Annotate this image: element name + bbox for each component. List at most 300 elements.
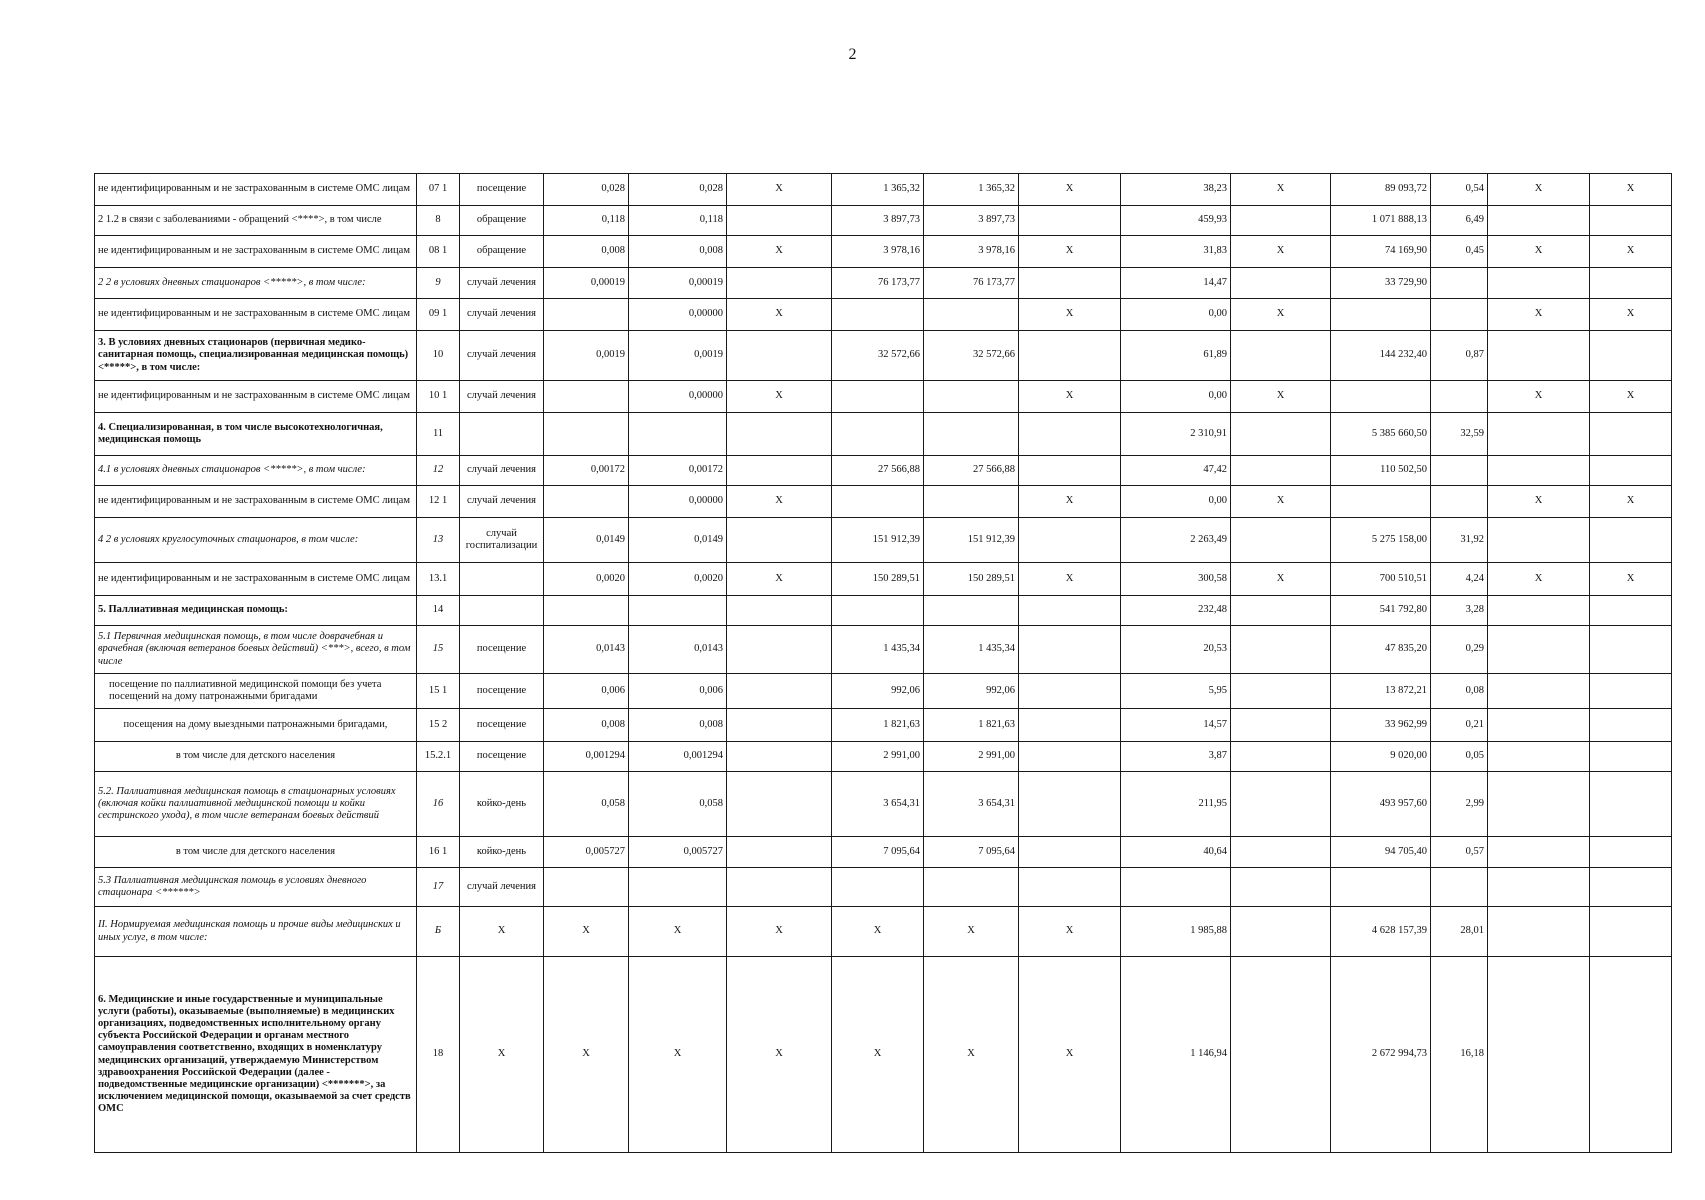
cell-v8 (1231, 413, 1331, 456)
cell-v7: 38,23 (1121, 174, 1231, 206)
cell-v9: 2 672 994,73 (1331, 957, 1431, 1153)
cell-v4: 1 435,34 (832, 626, 924, 674)
cell-v10 (1431, 486, 1488, 518)
cell-v4: 150 289,51 (832, 563, 924, 596)
cell-v12 (1590, 626, 1672, 674)
cell-v12 (1590, 413, 1672, 456)
cell-v1: 0,0020 (544, 563, 629, 596)
row-name: 4. Специализированная, в том числе высокотехнологичная, медицинская помощь (95, 413, 417, 456)
cell-v5: X (924, 957, 1019, 1153)
cell-v4: 3 978,16 (832, 236, 924, 268)
cell-v11: X (1488, 486, 1590, 518)
cell-v10: 16,18 (1431, 957, 1488, 1153)
cell-v11 (1488, 518, 1590, 563)
cell-v6 (1019, 518, 1121, 563)
cell-v9: 13 872,21 (1331, 674, 1431, 709)
cell-v7: 31,83 (1121, 236, 1231, 268)
cell-v12 (1590, 674, 1672, 709)
cell-v3 (727, 206, 832, 236)
cell-v1 (544, 596, 629, 626)
cell-v2: X (629, 907, 727, 957)
table-row (95, 174, 1672, 206)
cell-v11 (1488, 709, 1590, 742)
cell-v5: 27 566,88 (924, 456, 1019, 486)
cell-v2: 0,0019 (629, 331, 727, 381)
cell-v10: 28,01 (1431, 907, 1488, 957)
cell-v6 (1019, 413, 1121, 456)
table-row (95, 331, 1672, 381)
cell-v8 (1231, 518, 1331, 563)
cell-v1 (544, 381, 629, 413)
row-code: 10 (417, 331, 460, 381)
cell-v5: 151 912,39 (924, 518, 1019, 563)
cell-v6 (1019, 772, 1121, 837)
cell-v5: X (924, 907, 1019, 957)
cell-v8 (1231, 674, 1331, 709)
cell-v2: 0,008 (629, 236, 727, 268)
row-name: II. Нормируемая медицинская помощь и прочие виды медицинских и иных услуг, в том числе: (95, 907, 417, 957)
cell-v2 (629, 868, 727, 907)
cell-v9: 9 020,00 (1331, 742, 1431, 772)
cell-v3: X (727, 563, 832, 596)
cell-v9: 33 729,90 (1331, 268, 1431, 299)
page-number: 2 (848, 46, 857, 63)
cell-v9 (1331, 299, 1431, 331)
cell-v4 (832, 413, 924, 456)
cell-v4 (832, 299, 924, 331)
row-unit: случай лечения (460, 331, 544, 381)
table-row (95, 486, 1672, 518)
cell-v12 (1590, 518, 1672, 563)
table-row (95, 563, 1672, 596)
cell-v1: X (544, 907, 629, 957)
row-name: не идентифицированным и не застрахованным в системе ОМС лицам (95, 299, 417, 331)
cell-v8 (1231, 626, 1331, 674)
cell-v12 (1590, 206, 1672, 236)
row-code: 8 (417, 206, 460, 236)
cell-v12: X (1590, 486, 1672, 518)
cell-v4: 3 654,31 (832, 772, 924, 837)
cell-v1: 0,00172 (544, 456, 629, 486)
row-name: 4 2 в условиях круглосуточных стационаров, в том числе: (95, 518, 417, 563)
cell-v10: 32,59 (1431, 413, 1488, 456)
cell-v2: 0,00000 (629, 486, 727, 518)
table-row (95, 456, 1672, 486)
cell-v6 (1019, 709, 1121, 742)
cell-v1: 0,005727 (544, 837, 629, 868)
row-name: не идентифицированным и не застрахованным в системе ОМС лицам (95, 563, 417, 596)
cell-v11: X (1488, 381, 1590, 413)
cell-v3 (727, 742, 832, 772)
cell-v10: 0,87 (1431, 331, 1488, 381)
cell-v9 (1331, 486, 1431, 518)
cell-v4: 76 173,77 (832, 268, 924, 299)
cell-v4: X (832, 957, 924, 1153)
row-unit: случай лечения (460, 268, 544, 299)
cell-v9: 5 275 158,00 (1331, 518, 1431, 563)
cell-v11 (1488, 456, 1590, 486)
cell-v1 (544, 413, 629, 456)
cell-v6 (1019, 626, 1121, 674)
row-code: 13 (417, 518, 460, 563)
cell-v5: 7 095,64 (924, 837, 1019, 868)
row-code: 16 (417, 772, 460, 837)
cell-v6: X (1019, 381, 1121, 413)
cell-v12 (1590, 709, 1672, 742)
cell-v4: 151 912,39 (832, 518, 924, 563)
row-name: 5.1 Первичная медицинская помощь, в том числе доврачебная и врачебная (включая ветеранов боевых действий) <***>, всего, в том числе (95, 626, 417, 674)
cell-v4: 1 365,32 (832, 174, 924, 206)
row-unit: случай лечения (460, 299, 544, 331)
cell-v2: 0,006 (629, 674, 727, 709)
cell-v11 (1488, 596, 1590, 626)
cell-v6 (1019, 331, 1121, 381)
cell-v7: 61,89 (1121, 331, 1231, 381)
table-row (95, 868, 1672, 907)
row-code: 14 (417, 596, 460, 626)
cell-v2: 0,058 (629, 772, 727, 837)
cell-v4: 32 572,66 (832, 331, 924, 381)
cell-v1: 0,0143 (544, 626, 629, 674)
cell-v2: 0,005727 (629, 837, 727, 868)
cell-v3 (727, 772, 832, 837)
cell-v12: X (1590, 299, 1672, 331)
table-row (95, 299, 1672, 331)
cell-v8 (1231, 331, 1331, 381)
cell-v3 (727, 518, 832, 563)
cell-v10: 0,54 (1431, 174, 1488, 206)
cell-v9: 4 628 157,39 (1331, 907, 1431, 957)
cell-v9: 541 792,80 (1331, 596, 1431, 626)
row-name: 5. Паллиативная медицинская помощь: (95, 596, 417, 626)
cell-v7: 1 985,88 (1121, 907, 1231, 957)
cell-v7: 5,95 (1121, 674, 1231, 709)
cell-v11: X (1488, 236, 1590, 268)
cell-v12 (1590, 837, 1672, 868)
cell-v11 (1488, 626, 1590, 674)
table-row (95, 674, 1672, 709)
cell-v1: 0,006 (544, 674, 629, 709)
cell-v5 (924, 596, 1019, 626)
row-code: 11 (417, 413, 460, 456)
cell-v1: 0,0149 (544, 518, 629, 563)
cell-v3 (727, 413, 832, 456)
cell-v10 (1431, 456, 1488, 486)
cell-v8: X (1231, 299, 1331, 331)
cell-v4: 2 991,00 (832, 742, 924, 772)
cell-v7 (1121, 868, 1231, 907)
row-name: не идентифицированным и не застрахованным в системе ОМС лицам (95, 236, 417, 268)
cell-v12 (1590, 957, 1672, 1153)
cell-v3 (727, 868, 832, 907)
cell-v4 (832, 381, 924, 413)
cell-v5: 1 821,63 (924, 709, 1019, 742)
row-unit (460, 596, 544, 626)
cell-v9: 700 510,51 (1331, 563, 1431, 596)
cell-v7: 2 310,91 (1121, 413, 1231, 456)
row-name: 2 1.2 в связи с заболеваниями - обращений <****>, в том числе (95, 206, 417, 236)
cell-v1: 0,058 (544, 772, 629, 837)
cell-v11 (1488, 206, 1590, 236)
cell-v6: X (1019, 174, 1121, 206)
cell-v9: 5 385 660,50 (1331, 413, 1431, 456)
cell-v4: X (832, 907, 924, 957)
cell-v1: 0,118 (544, 206, 629, 236)
cell-v5 (924, 381, 1019, 413)
cell-v8 (1231, 742, 1331, 772)
cell-v2: 0,0149 (629, 518, 727, 563)
cell-v12 (1590, 772, 1672, 837)
table-row (95, 837, 1672, 868)
cell-v4 (832, 868, 924, 907)
row-code: 13.1 (417, 563, 460, 596)
cell-v5: 2 991,00 (924, 742, 1019, 772)
cell-v2: 0,0020 (629, 563, 727, 596)
cell-v7: 300,58 (1121, 563, 1231, 596)
row-unit (460, 563, 544, 596)
cell-v10: 0,21 (1431, 709, 1488, 742)
row-name: 4.1 в условиях дневных стационаров <*****>, в том числе: (95, 456, 417, 486)
row-name: в том числе для детского населения (95, 742, 417, 772)
row-code: 17 (417, 868, 460, 907)
cell-v8 (1231, 709, 1331, 742)
cell-v6 (1019, 674, 1121, 709)
cell-v11: X (1488, 174, 1590, 206)
cell-v7: 459,93 (1121, 206, 1231, 236)
cell-v5: 3 654,31 (924, 772, 1019, 837)
cell-v1: 0,028 (544, 174, 629, 206)
cell-v9: 110 502,50 (1331, 456, 1431, 486)
row-unit: X (460, 907, 544, 957)
cell-v9 (1331, 381, 1431, 413)
table-row (95, 206, 1672, 236)
cell-v7: 47,42 (1121, 456, 1231, 486)
cell-v10: 3,28 (1431, 596, 1488, 626)
cell-v2: 0,001294 (629, 742, 727, 772)
row-code: 15 (417, 626, 460, 674)
table-row (95, 772, 1672, 837)
table-row (95, 518, 1672, 563)
cell-v8: X (1231, 563, 1331, 596)
cell-v1: 0,0019 (544, 331, 629, 381)
cell-v7: 211,95 (1121, 772, 1231, 837)
cell-v5: 992,06 (924, 674, 1019, 709)
cell-v12 (1590, 331, 1672, 381)
table-row (95, 907, 1672, 957)
cell-v10 (1431, 381, 1488, 413)
cell-v11 (1488, 268, 1590, 299)
table-row (95, 381, 1672, 413)
row-unit: X (460, 957, 544, 1153)
cell-v3 (727, 709, 832, 742)
table-row (95, 626, 1672, 674)
cell-v3: X (727, 299, 832, 331)
row-name: 3. В условиях дневных стационаров (первичная медико-санитарная помощь, специализированная медицинская помощь) <*****>, в том числе: (95, 331, 417, 381)
cell-v6: X (1019, 299, 1121, 331)
table-row (95, 957, 1672, 1153)
row-name: 5.2. Паллиативная медицинская помощь в стационарных условиях (включая койки паллиативной медицинской помощи и койки сестринского ухода), в том числе ветеранам боевых действий (95, 772, 417, 837)
cell-v11: X (1488, 563, 1590, 596)
cell-v2 (629, 413, 727, 456)
cell-v11 (1488, 674, 1590, 709)
cell-v11 (1488, 772, 1590, 837)
cell-v4: 27 566,88 (832, 456, 924, 486)
cell-v5 (924, 299, 1019, 331)
cell-v12 (1590, 456, 1672, 486)
cell-v9: 47 835,20 (1331, 626, 1431, 674)
cell-v3: X (727, 174, 832, 206)
cell-v9: 493 957,60 (1331, 772, 1431, 837)
cell-v4 (832, 596, 924, 626)
row-name: посещение по паллиативной медицинской помощи без учета посещений на дому патронажными бригадами (95, 674, 417, 709)
row-code: 16 1 (417, 837, 460, 868)
row-code: 12 1 (417, 486, 460, 518)
row-name: 2 2 в условиях дневных стационаров <*****>, в том числе: (95, 268, 417, 299)
table-row (95, 709, 1672, 742)
cell-v10 (1431, 868, 1488, 907)
cell-v12 (1590, 268, 1672, 299)
cell-v1: 0,001294 (544, 742, 629, 772)
cell-v11: X (1488, 299, 1590, 331)
cell-v8 (1231, 837, 1331, 868)
row-code: 08 1 (417, 236, 460, 268)
row-code: Б (417, 907, 460, 957)
row-name: 5.3 Паллиативная медицинская помощь в условиях дневного стационара <******> (95, 868, 417, 907)
cell-v4 (832, 486, 924, 518)
cell-v2: 0,00172 (629, 456, 727, 486)
cell-v3: X (727, 236, 832, 268)
cell-v2: X (629, 957, 727, 1153)
cell-v6: X (1019, 957, 1121, 1153)
cell-v12 (1590, 596, 1672, 626)
row-unit: случай лечения (460, 868, 544, 907)
cell-v11 (1488, 907, 1590, 957)
cell-v8 (1231, 456, 1331, 486)
row-unit: посещение (460, 174, 544, 206)
cell-v12 (1590, 907, 1672, 957)
cell-v11 (1488, 868, 1590, 907)
cell-v5: 3 897,73 (924, 206, 1019, 236)
medical-care-table (94, 173, 1672, 1153)
row-unit: посещение (460, 626, 544, 674)
cell-v8 (1231, 907, 1331, 957)
row-unit: посещение (460, 674, 544, 709)
cell-v5 (924, 868, 1019, 907)
cell-v5: 150 289,51 (924, 563, 1019, 596)
cell-v10: 31,92 (1431, 518, 1488, 563)
cell-v3 (727, 674, 832, 709)
cell-v7: 232,48 (1121, 596, 1231, 626)
cell-v11 (1488, 413, 1590, 456)
cell-v2: 0,028 (629, 174, 727, 206)
cell-v6 (1019, 742, 1121, 772)
row-unit: случай лечения (460, 381, 544, 413)
cell-v7: 14,57 (1121, 709, 1231, 742)
cell-v1 (544, 486, 629, 518)
cell-v4: 1 821,63 (832, 709, 924, 742)
row-name: не идентифицированным и не застрахованным в системе ОМС лицам (95, 486, 417, 518)
row-code: 10 1 (417, 381, 460, 413)
cell-v3: X (727, 381, 832, 413)
cell-v3 (727, 596, 832, 626)
row-unit (460, 413, 544, 456)
row-code: 15 1 (417, 674, 460, 709)
cell-v8 (1231, 772, 1331, 837)
cell-v12: X (1590, 563, 1672, 596)
cell-v2: 0,0143 (629, 626, 727, 674)
cell-v10: 0,45 (1431, 236, 1488, 268)
table-row (95, 268, 1672, 299)
row-unit: обращение (460, 236, 544, 268)
cell-v1: X (544, 957, 629, 1153)
cell-v10: 0,05 (1431, 742, 1488, 772)
cell-v3 (727, 837, 832, 868)
row-name: 6. Медицинские и иные государственные и муниципальные услуги (работы), оказываемые (выполняемые) в медицинских организациях, подведомственных исполнительному органу субъекта Российской Федерации и органам местного самоуправления соответственно, входящих в номенклатуру медицинских организаций, утверждаемую Министерством здравоохранения Российской Федерации (далее - подведомственные медицинские организации) <*******>, за исключением медицинской помощи, оказываемой за счет средств ОМС (95, 957, 417, 1153)
cell-v3 (727, 626, 832, 674)
cell-v9: 144 232,40 (1331, 331, 1431, 381)
cell-v7: 0,00 (1121, 486, 1231, 518)
cell-v12: X (1590, 381, 1672, 413)
cell-v2: 0,00000 (629, 381, 727, 413)
cell-v5: 1 365,32 (924, 174, 1019, 206)
cell-v5: 3 978,16 (924, 236, 1019, 268)
cell-v8 (1231, 957, 1331, 1153)
row-name: посещения на дому выездными патронажными бригадами, (95, 709, 417, 742)
cell-v2: 0,00019 (629, 268, 727, 299)
cell-v3 (727, 331, 832, 381)
row-name: не идентифицированным и не застрахованным в системе ОМС лицам (95, 174, 417, 206)
table-row (95, 413, 1672, 456)
cell-v8: X (1231, 236, 1331, 268)
cell-v5: 1 435,34 (924, 626, 1019, 674)
cell-v4: 7 095,64 (832, 837, 924, 868)
cell-v8 (1231, 868, 1331, 907)
cell-v9: 74 169,90 (1331, 236, 1431, 268)
cell-v2 (629, 596, 727, 626)
cell-v12 (1590, 742, 1672, 772)
cell-v8 (1231, 206, 1331, 236)
row-unit: обращение (460, 206, 544, 236)
cell-v11 (1488, 957, 1590, 1153)
cell-v8 (1231, 596, 1331, 626)
table-row (95, 596, 1672, 626)
cell-v6 (1019, 206, 1121, 236)
cell-v7: 20,53 (1121, 626, 1231, 674)
cell-v8: X (1231, 486, 1331, 518)
cell-v7: 3,87 (1121, 742, 1231, 772)
row-unit: койко-день (460, 772, 544, 837)
cell-v7: 2 263,49 (1121, 518, 1231, 563)
cell-v1 (544, 299, 629, 331)
cell-v9: 89 093,72 (1331, 174, 1431, 206)
cell-v1: 0,00019 (544, 268, 629, 299)
cell-v5: 32 572,66 (924, 331, 1019, 381)
cell-v6: X (1019, 236, 1121, 268)
cell-v10: 0,29 (1431, 626, 1488, 674)
cell-v8: X (1231, 174, 1331, 206)
cell-v3: X (727, 486, 832, 518)
cell-v10: 2,99 (1431, 772, 1488, 837)
cell-v3: X (727, 957, 832, 1153)
row-code: 09 1 (417, 299, 460, 331)
table-row (95, 742, 1672, 772)
cell-v6 (1019, 268, 1121, 299)
row-unit: посещение (460, 742, 544, 772)
cell-v10: 0,57 (1431, 837, 1488, 868)
cell-v2: 0,118 (629, 206, 727, 236)
row-unit: случай лечения (460, 456, 544, 486)
cell-v2: 0,00000 (629, 299, 727, 331)
